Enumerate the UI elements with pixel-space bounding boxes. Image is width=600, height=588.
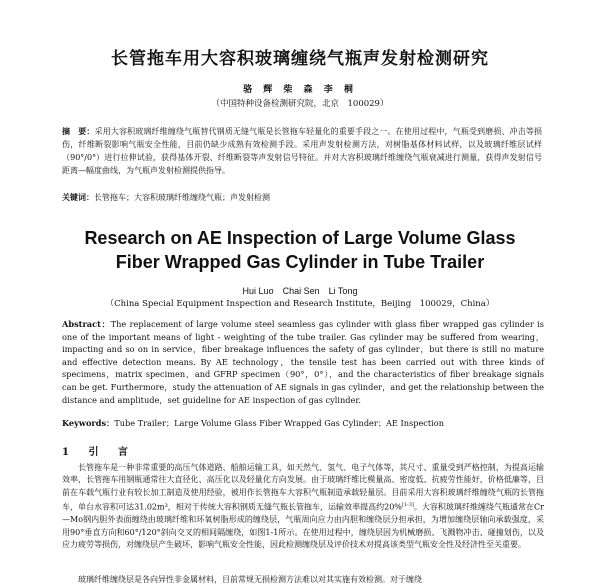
english-abstract-text: The replacement of large volume steel seamless gas cylinder with glass fiber wrapped gas cylinder is one of the important means of light - weighting of the tube trailer. Gas cylinder may be suffered from wearing，impacting and so on in service，fiber breakage influences the safety of gas cylinder，but there is still no mature and effective detection means. By AE technology，the tensile test has been carried out with three kinds of specimens，matrix specimen，and GFRP specimen（90°，0°），and the characteristics of fiber breakage signals can be get. Furthermore，study the attenuation of AE signals in gas cylinder，and get the relationship between the distance and amplitude，set guideline for AE inspection of gas cylinder.: [62, 319, 544, 405]
body-paragraph-1-continuation: 。大容积玻璃纤维缠绕气瓶通常在Cr—Mo钢内胆外表面缠绕由玻璃纤维和环氧树脂形成的缠绕层，气瓶周向应力由内胆和缠绕层分担承担，为增加缠绕层轴向承载强度，采用90°垂直方向和60°/120°斜向交叉的相间隔缠绕，如图1-1所示。在使用过程中，缠绕层因为机械磨损、飞溅物冲击、碰撞划伤，以及应力疲劳等损伤，对缠绕层产生破坏，影响气瓶安全性能，因此检测缠绕层及评价技术对提高该类型气瓶安全性及经济性至关重要。: [62, 502, 544, 550]
chinese-keywords: [62, 192, 542, 203]
chinese-title: 长管拖车用大容积玻璃缠绕气瓶声发射检测研究: [111, 49, 489, 69]
english-title-line-1: Research on AE Inspection of Large Volume Glass: [84, 228, 516, 248]
chinese-affiliation: （中国特种设备检测研究院，北京 100029）: [211, 99, 389, 109]
english-title-line-2: Fiber Wrapped Gas Cylinder in Tube Trailer: [115, 252, 485, 272]
english-authors: Hui Luo Chai Sen Li Tong: [242, 286, 358, 296]
body-paragraph-1: [62, 462, 544, 552]
section-heading-introduction: 1 引 言: [62, 447, 136, 458]
english-title: [0, 226, 600, 274]
chinese-keywords-text: 长管拖车；大容积玻璃纤维缠绕气瓶；声发射检测: [94, 193, 270, 202]
body-paragraph-2: 玻璃纤维缠绕层是各向异性非金属材料，目前常规无损检测方法难以对其实施有效检测。对于缠绕: [78, 575, 422, 584]
chinese-abstract-label: 摘 要：: [62, 126, 95, 136]
body-paragraph-1-text: 长管拖车是一种非常重要的高压气体道路、船舶运输工具，如天然气、氢气、电子气体等，其尺寸、重量受到严格控制，为提高运输效率，长管拖车用钢瓶通常往大直径化、高压化以及轻量化方向发展。由于玻璃纤维比模量高、密度低、抗疲劳性能好，价格低廉等，目前在车载气瓶行业有较长加工制造及使用经验，被用作长管拖车大容积气瓶制造承载轻量层。目前采用大容积玻璃纤维缠绕气瓶的长管拖车，单台水容积可达31.02m³，相对于传统大容积钢质无缝气瓶长管拖车，运输效率提高约20%: [62, 463, 544, 512]
citation-ref: [1-3]: [401, 502, 414, 509]
english-abstract-label: Abstract：: [62, 319, 111, 329]
chinese-keywords-label: 关键词：: [62, 192, 94, 202]
english-abstract: [62, 318, 544, 406]
english-keywords: [62, 418, 544, 429]
chinese-abstract-text: 采用大容积玻璃纤维缠绕气瓶替代钢质无缝气瓶是长管拖车轻量化的重要手段之一。在使用过程中，气瓶受到磨损、冲击等损伤，纤维断裂影响气瓶安全性能，目前仍缺少成熟有效检测手段。采用声发射检测方法，对树脂基体材料试样，以及玻璃纤维层试样（90°/0°）进行拉伸试验，获得基体开裂、纤维断裂等声发射信号特征。并对大容积玻璃纤维缠绕气瓶衰减进行测量，获得声发射信号距离—幅度曲线，为气瓶声发射检测提供指导。: [62, 127, 543, 175]
english-keywords-label: Keywords：: [62, 418, 115, 428]
chinese-abstract: [62, 125, 542, 177]
english-affiliation: （China Special Equipment Inspection and Research Institute，Beijing 100029，China）: [105, 299, 495, 309]
chinese-authors: 骆 辉 柴 森 李 桐: [243, 85, 357, 95]
english-keywords-text: Tube Trailer；Large Volume Glass Fiber Wrapped Gas Cylinder；AE Inspection: [114, 418, 444, 428]
